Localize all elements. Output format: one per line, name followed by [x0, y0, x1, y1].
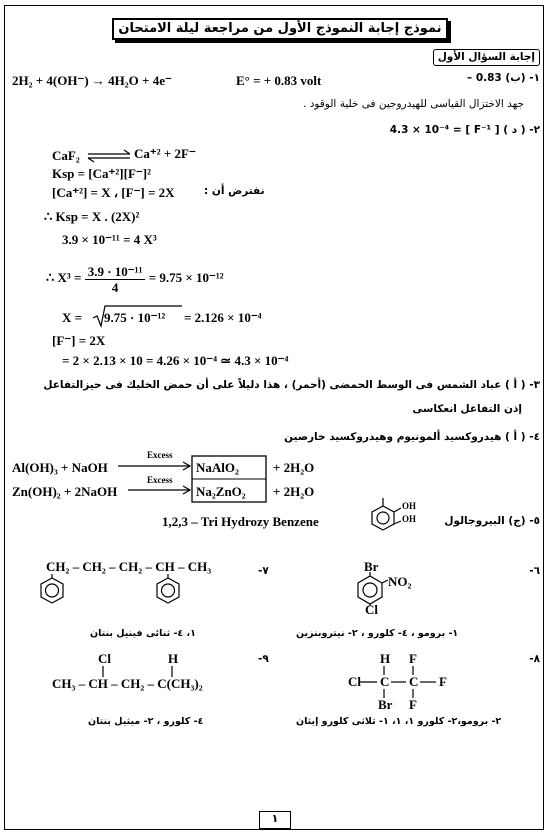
q3-line2: إذن التفاعل انعكاسى	[412, 403, 522, 415]
q2-reaction-right: Ca⁺² + 2F⁻	[134, 146, 196, 161]
q2-f-line: [F⁻] = 2X	[52, 333, 106, 348]
q2-assume-values: [Ca⁺²] = X ، [F⁻] = 2X	[52, 185, 175, 200]
q4-rxn1-product: NaAlO₂	[196, 460, 239, 475]
page-title: نموذج إجابة النموذج الأول من مراجعة ليلة الامتحان	[112, 18, 448, 40]
q2-assume-label: نفترض أن :	[204, 185, 265, 197]
section-label: إجابة السؤال الأول	[433, 49, 540, 66]
q3-line1: ٣- ( أ ) عباد الشمس فى الوسط الحمضى (أحمر) ، هذا دليلاً على أن حمض الخليك فى حيزالتفاعل	[43, 379, 540, 391]
q4-rxn2-product: Na₂ZnO₂	[196, 484, 246, 499]
q1-note: جهد الاختزال القياسى للهيدروجين فى خلية الوقود .	[303, 98, 524, 110]
q6-name: ١- برومو ، ٤- كلورو ، ٢- نيتروبنزين	[296, 628, 459, 639]
q2-x3-prefix: ∴ X³ =	[46, 270, 82, 285]
q1-equation: 2H₂ + 4(OH⁻) → 4H₂O + 4e⁻	[12, 73, 172, 88]
q8-f-bottom: F	[409, 697, 417, 712]
q7-benzene-ring-left	[41, 574, 63, 603]
q6-benzene-ring	[358, 572, 388, 606]
pyrogallol-structure	[372, 498, 401, 530]
q7-name: ١، ٤- ثنائى فينيل بنتان	[90, 628, 196, 639]
q8-f-right: F	[439, 674, 447, 689]
q7-chain: CH₂ – CH₂ – CH₂ – CH – CH₃	[46, 559, 212, 574]
q2-reaction-left: CaF₂	[52, 148, 80, 163]
q2-x3-denominator: 4	[111, 279, 119, 295]
q2-x3-result: = 9.75 × 10⁻¹²	[148, 270, 224, 285]
q8-h: H	[380, 651, 391, 666]
q8-name: ٢- برومو،٢- كلورو ١، ١، ١- ثلاثى كلورو إيثان	[296, 716, 502, 727]
radical-sign	[93, 306, 182, 326]
q9-name: ٤- كلورو ، ٢- ميثيل بنتان	[88, 716, 204, 727]
q9-h: H	[168, 651, 179, 666]
q8-cl: Cl	[348, 674, 361, 689]
q6-br: Br	[364, 559, 379, 574]
q2-x-prefix: X =	[62, 310, 83, 325]
q5-oh-2: OH	[402, 514, 417, 524]
q7-number: ٧-	[258, 565, 269, 577]
q8-bonds	[360, 666, 436, 698]
q6-cl: Cl	[365, 602, 378, 617]
q2-f-final: = 2 × 2.13 × 10 = 4.26 × 10⁻⁴ ≃ 4.3 × 10⁻⁴	[62, 353, 289, 368]
q1-potential: E° = + 0.83 volt	[236, 73, 322, 88]
q2-x-radicand: 9.75 · 10⁻¹²	[104, 310, 166, 325]
q2-ksp-sub: ∴ Ksp = X . (2X)²	[44, 209, 140, 224]
q4-water-2: + 2H₂O	[273, 484, 315, 499]
equilibrium-arrow	[88, 150, 130, 162]
q4-rxn1-left: Al(OH)₃ + NaOH	[12, 460, 108, 475]
q2-ksp-expr: Ksp = [Ca⁺²][F⁻]²	[52, 166, 151, 181]
q4-excess-1: Excess	[147, 450, 173, 460]
q5-english-name: 1,2,3 – Tri Hydrozy Benzene	[162, 514, 319, 529]
page-number: ١	[259, 811, 291, 829]
q8-br: Br	[378, 697, 393, 712]
q1-label: ١- (ب) 0.83 –	[466, 72, 540, 84]
q4-label: ٤- ( أ ) هيدروكسيد ألمونيوم وهيدروكسيد خارصين	[284, 431, 540, 443]
q5-oh-1: OH	[402, 501, 417, 511]
q9-chain: CH₃ – CH – CH₂ – C(CH₃)₂	[52, 676, 203, 691]
excess-arrow-2	[128, 486, 190, 494]
q2-x3-numerator: 3.9 · 10⁻¹¹	[85, 264, 146, 280]
q8-c2: C	[409, 674, 419, 689]
q8-number: ٨-	[529, 653, 540, 665]
q8-c1: C	[380, 674, 390, 689]
q6-number: ٦-	[529, 565, 540, 577]
q4-water-1: + 2H₂O	[273, 460, 315, 475]
q9-bonds	[103, 666, 172, 677]
excess-arrow-1	[118, 462, 190, 470]
q5-label: ٥- (ج) البيروجالول	[444, 515, 540, 527]
q9-cl: Cl	[98, 651, 111, 666]
q2-value-line: 3.9 × 10⁻¹¹ = 4 X³	[62, 232, 157, 247]
q4-excess-2: Excess	[147, 475, 173, 485]
q8-f-top: F	[409, 651, 417, 666]
q9-number: ٩-	[258, 653, 269, 665]
q4-rxn2-left: Zn(OH)₂ + 2NaOH	[12, 484, 118, 499]
q6-no2: NO₂	[388, 574, 412, 589]
q2-label: ٢- ( د ) [ F⁻¹ ] = 4.3 × 10⁻⁴	[389, 124, 540, 136]
q2-x-result: = 2.126 × 10⁻⁴	[184, 310, 262, 325]
q7-benzene-ring-right	[157, 574, 179, 603]
